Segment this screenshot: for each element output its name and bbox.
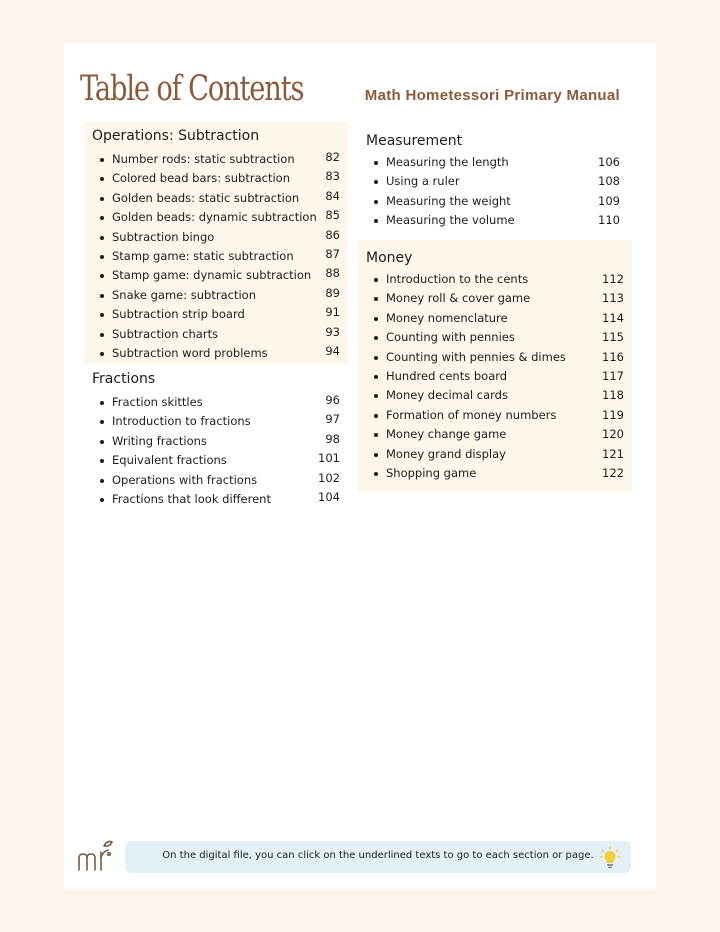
bullet-icon [100, 459, 104, 463]
bullet-icon [100, 255, 104, 259]
bullet-icon [100, 440, 104, 444]
bullet-icon [374, 278, 378, 282]
bullet-icon [100, 498, 104, 502]
bullet-icon [100, 294, 104, 298]
toc-entry-label[interactable]: Introduction to the cents [386, 272, 529, 286]
bullet-icon [374, 297, 378, 301]
toc-entry-label[interactable]: Money change game [386, 427, 507, 442]
measurement-list [366, 153, 628, 231]
section-heading[interactable]: Money [366, 250, 413, 266]
toc-entry[interactable] [366, 328, 632, 347]
digital-note-banner [125, 841, 631, 873]
toc-entry[interactable] [366, 211, 628, 230]
bullet-icon [100, 333, 104, 337]
toc-entry-page[interactable]: 120 [602, 427, 624, 442]
mh-logo-icon [76, 838, 116, 876]
toc-entry-label[interactable]: Stamp game: static subtraction [112, 248, 294, 263]
toc-entry-label[interactable]: Money grand display [386, 446, 506, 461]
bullet-icon [100, 197, 104, 201]
bullet-icon [100, 352, 104, 356]
toc-entry-page[interactable]: 121 [602, 446, 624, 461]
toc-entry-page[interactable]: 112 [602, 272, 624, 286]
section-heading[interactable]: Operations: Subtraction [92, 128, 260, 144]
section-heading[interactable]: Measurement [366, 133, 463, 149]
bullet-icon [374, 200, 378, 204]
toc-entry[interactable] [366, 445, 632, 464]
toc-entry[interactable] [366, 309, 632, 328]
toc-entry-label[interactable]: Counting with pennies & dimes [386, 349, 566, 364]
toc-entry[interactable] [366, 270, 632, 289]
bullet-icon [374, 453, 378, 457]
toc-entry-page[interactable]: 87 [325, 246, 340, 261]
toc-entry-page[interactable]: 106 [598, 155, 620, 169]
toc-entry[interactable] [366, 464, 632, 483]
toc-entry[interactable] [92, 266, 348, 285]
bullet-icon [374, 180, 378, 184]
toc-entry[interactable] [366, 172, 628, 191]
toc-entry[interactable] [92, 412, 348, 431]
toc-entry[interactable] [92, 228, 348, 247]
bullet-icon [374, 161, 378, 165]
toc-entry-label[interactable]: Subtraction charts [112, 326, 219, 341]
toc-entry[interactable] [366, 153, 628, 172]
toc-entry-page[interactable]: 116 [602, 349, 624, 364]
toc-entry-label[interactable]: Formation of money numbers [386, 407, 557, 422]
toc-entry-page[interactable]: 118 [602, 388, 624, 403]
section-fractions [84, 371, 348, 511]
toc-entry[interactable] [92, 471, 348, 490]
toc-entry[interactable] [92, 305, 348, 324]
toc-entry[interactable] [92, 451, 348, 470]
toc-entry-label[interactable]: Subtraction bingo [112, 229, 215, 244]
fractions-list [92, 393, 348, 509]
bullet-icon [100, 177, 104, 181]
toc-entry-page[interactable]: 108 [598, 174, 620, 189]
toc-entry-label[interactable]: Measuring the volume [386, 213, 515, 228]
toc-entry-label[interactable]: Number rods: static subtraction [112, 152, 295, 166]
toc-entry[interactable] [92, 169, 348, 188]
toc-entry-label[interactable]: Introduction to fractions [112, 414, 251, 429]
toc-entry-page[interactable]: 85 [325, 208, 340, 223]
toc-entry-page[interactable]: 84 [325, 188, 340, 203]
toc-entry[interactable] [366, 386, 632, 405]
digital-note-text: On the digital file, you can click on the underlined texts to go to each section or page. [162, 850, 594, 861]
toc-entry[interactable] [366, 425, 632, 444]
toc-entry-page[interactable]: 113 [602, 291, 624, 306]
toc-entry[interactable] [366, 406, 632, 425]
toc-entry[interactable] [92, 393, 348, 412]
section-heading[interactable]: Fractions [92, 371, 156, 387]
toc-entry-page[interactable]: 117 [602, 368, 624, 383]
toc-entry-page[interactable]: 98 [325, 431, 340, 446]
toc-entry-page[interactable]: 119 [602, 407, 624, 422]
bullet-icon [100, 158, 104, 162]
toc-entry-label[interactable]: Subtraction word problems [112, 345, 268, 360]
toc-entry-label[interactable]: Golden beads: dynamic subtraction [112, 210, 317, 225]
toc-entry-page[interactable]: 93 [325, 324, 340, 339]
toc-entry-page[interactable]: 101 [318, 451, 340, 466]
toc-entry-page[interactable]: 110 [598, 213, 620, 228]
toc-entry-label[interactable]: Counting with pennies [386, 330, 515, 345]
toc-entry[interactable] [92, 490, 348, 509]
toc-entry-label[interactable]: Using a ruler [386, 174, 460, 189]
toc-entry-label[interactable]: Shopping game [386, 465, 477, 480]
bullet-icon [374, 433, 378, 437]
lightbulb-icon [599, 846, 621, 870]
bullet-icon [374, 414, 378, 418]
toc-entry-label[interactable]: Colored bead bars: subtraction [112, 171, 290, 186]
manual-page [64, 43, 656, 889]
toc-entry-label[interactable]: Operations with fractions [112, 472, 258, 487]
toc-entry[interactable] [366, 367, 632, 386]
bullet-icon [100, 274, 104, 278]
toc-entry[interactable] [92, 189, 348, 208]
toc-entry-page[interactable]: 89 [325, 285, 340, 300]
toc-entry[interactable] [366, 289, 632, 308]
bullet-icon [100, 236, 104, 240]
toc-entry-page[interactable]: 114 [602, 310, 624, 325]
bullet-icon [100, 216, 104, 220]
bullet-icon [100, 401, 104, 405]
toc-entry-label[interactable]: Equivalent fractions [112, 453, 227, 468]
toc-entry-label[interactable]: Snake game: subtraction [112, 287, 256, 302]
bullet-icon [374, 317, 378, 321]
bullet-icon [100, 313, 104, 317]
toc-entry-label[interactable]: Stamp game: dynamic subtraction [112, 268, 312, 283]
toc-entry-label[interactable]: Money decimal cards [386, 388, 508, 403]
toc-entry[interactable] [92, 286, 348, 305]
page-title: Table of Contents [80, 69, 304, 109]
toc-entry-label[interactable]: Subtraction strip board [112, 307, 245, 322]
toc-entry-page[interactable]: 122 [602, 465, 624, 480]
toc-entry-page[interactable]: 109 [598, 193, 620, 208]
toc-entry-page[interactable]: 115 [602, 330, 624, 345]
bullet-icon [374, 375, 378, 379]
toc-entry-label[interactable]: Measuring the weight [386, 193, 511, 208]
section-subtraction [84, 122, 348, 365]
toc-entry[interactable] [92, 325, 348, 344]
section-measurement [358, 133, 628, 233]
bullet-icon [374, 472, 378, 476]
toc-entry-page[interactable]: 91 [325, 305, 340, 320]
manual-subtitle: Math Hometessori Primary Manual [364, 87, 620, 104]
toc-entry[interactable] [366, 192, 628, 211]
toc-entry-page[interactable]: 94 [325, 343, 340, 358]
toc-entry-label[interactable]: Money nomenclature [386, 310, 508, 325]
toc-entry-label[interactable]: Money roll & cover game [386, 291, 531, 306]
toc-entry-page[interactable]: 102 [318, 470, 340, 485]
money-list [366, 270, 632, 483]
toc-entry-label[interactable]: Golden beads: static subtraction [112, 190, 300, 205]
bullet-icon [374, 394, 378, 398]
toc-entry-page[interactable]: 97 [325, 412, 340, 427]
toc-entry-page[interactable]: 104 [318, 489, 340, 504]
toc-entry[interactable] [92, 432, 348, 451]
bullet-icon [374, 336, 378, 340]
toc-entry-page[interactable]: 96 [325, 393, 340, 407]
bullet-icon [100, 479, 104, 483]
toc-entry-page[interactable]: 82 [325, 150, 340, 164]
bullet-icon [374, 219, 378, 223]
toc-entry-page[interactable]: 86 [325, 227, 340, 242]
toc-entry-label[interactable]: Hundred cents board [386, 368, 508, 383]
section-money [358, 240, 632, 493]
bullet-icon [374, 356, 378, 360]
toc-entry[interactable] [92, 344, 348, 363]
toc-entry-label[interactable]: Fraction skittles [112, 395, 203, 409]
toc-entry-page[interactable]: 83 [325, 169, 340, 184]
toc-entry-label[interactable]: Writing fractions [112, 433, 207, 448]
toc-entry-label[interactable]: Measuring the length [386, 155, 509, 169]
toc-entry[interactable] [366, 348, 632, 367]
bullet-icon [100, 420, 104, 424]
toc-entry-label[interactable]: Fractions that look different [112, 491, 271, 506]
toc-entry[interactable] [92, 150, 348, 169]
toc-entry[interactable] [92, 208, 348, 227]
toc-entry-page[interactable]: 88 [325, 266, 340, 281]
subtraction-list [92, 150, 348, 363]
toc-entry[interactable] [92, 247, 348, 266]
